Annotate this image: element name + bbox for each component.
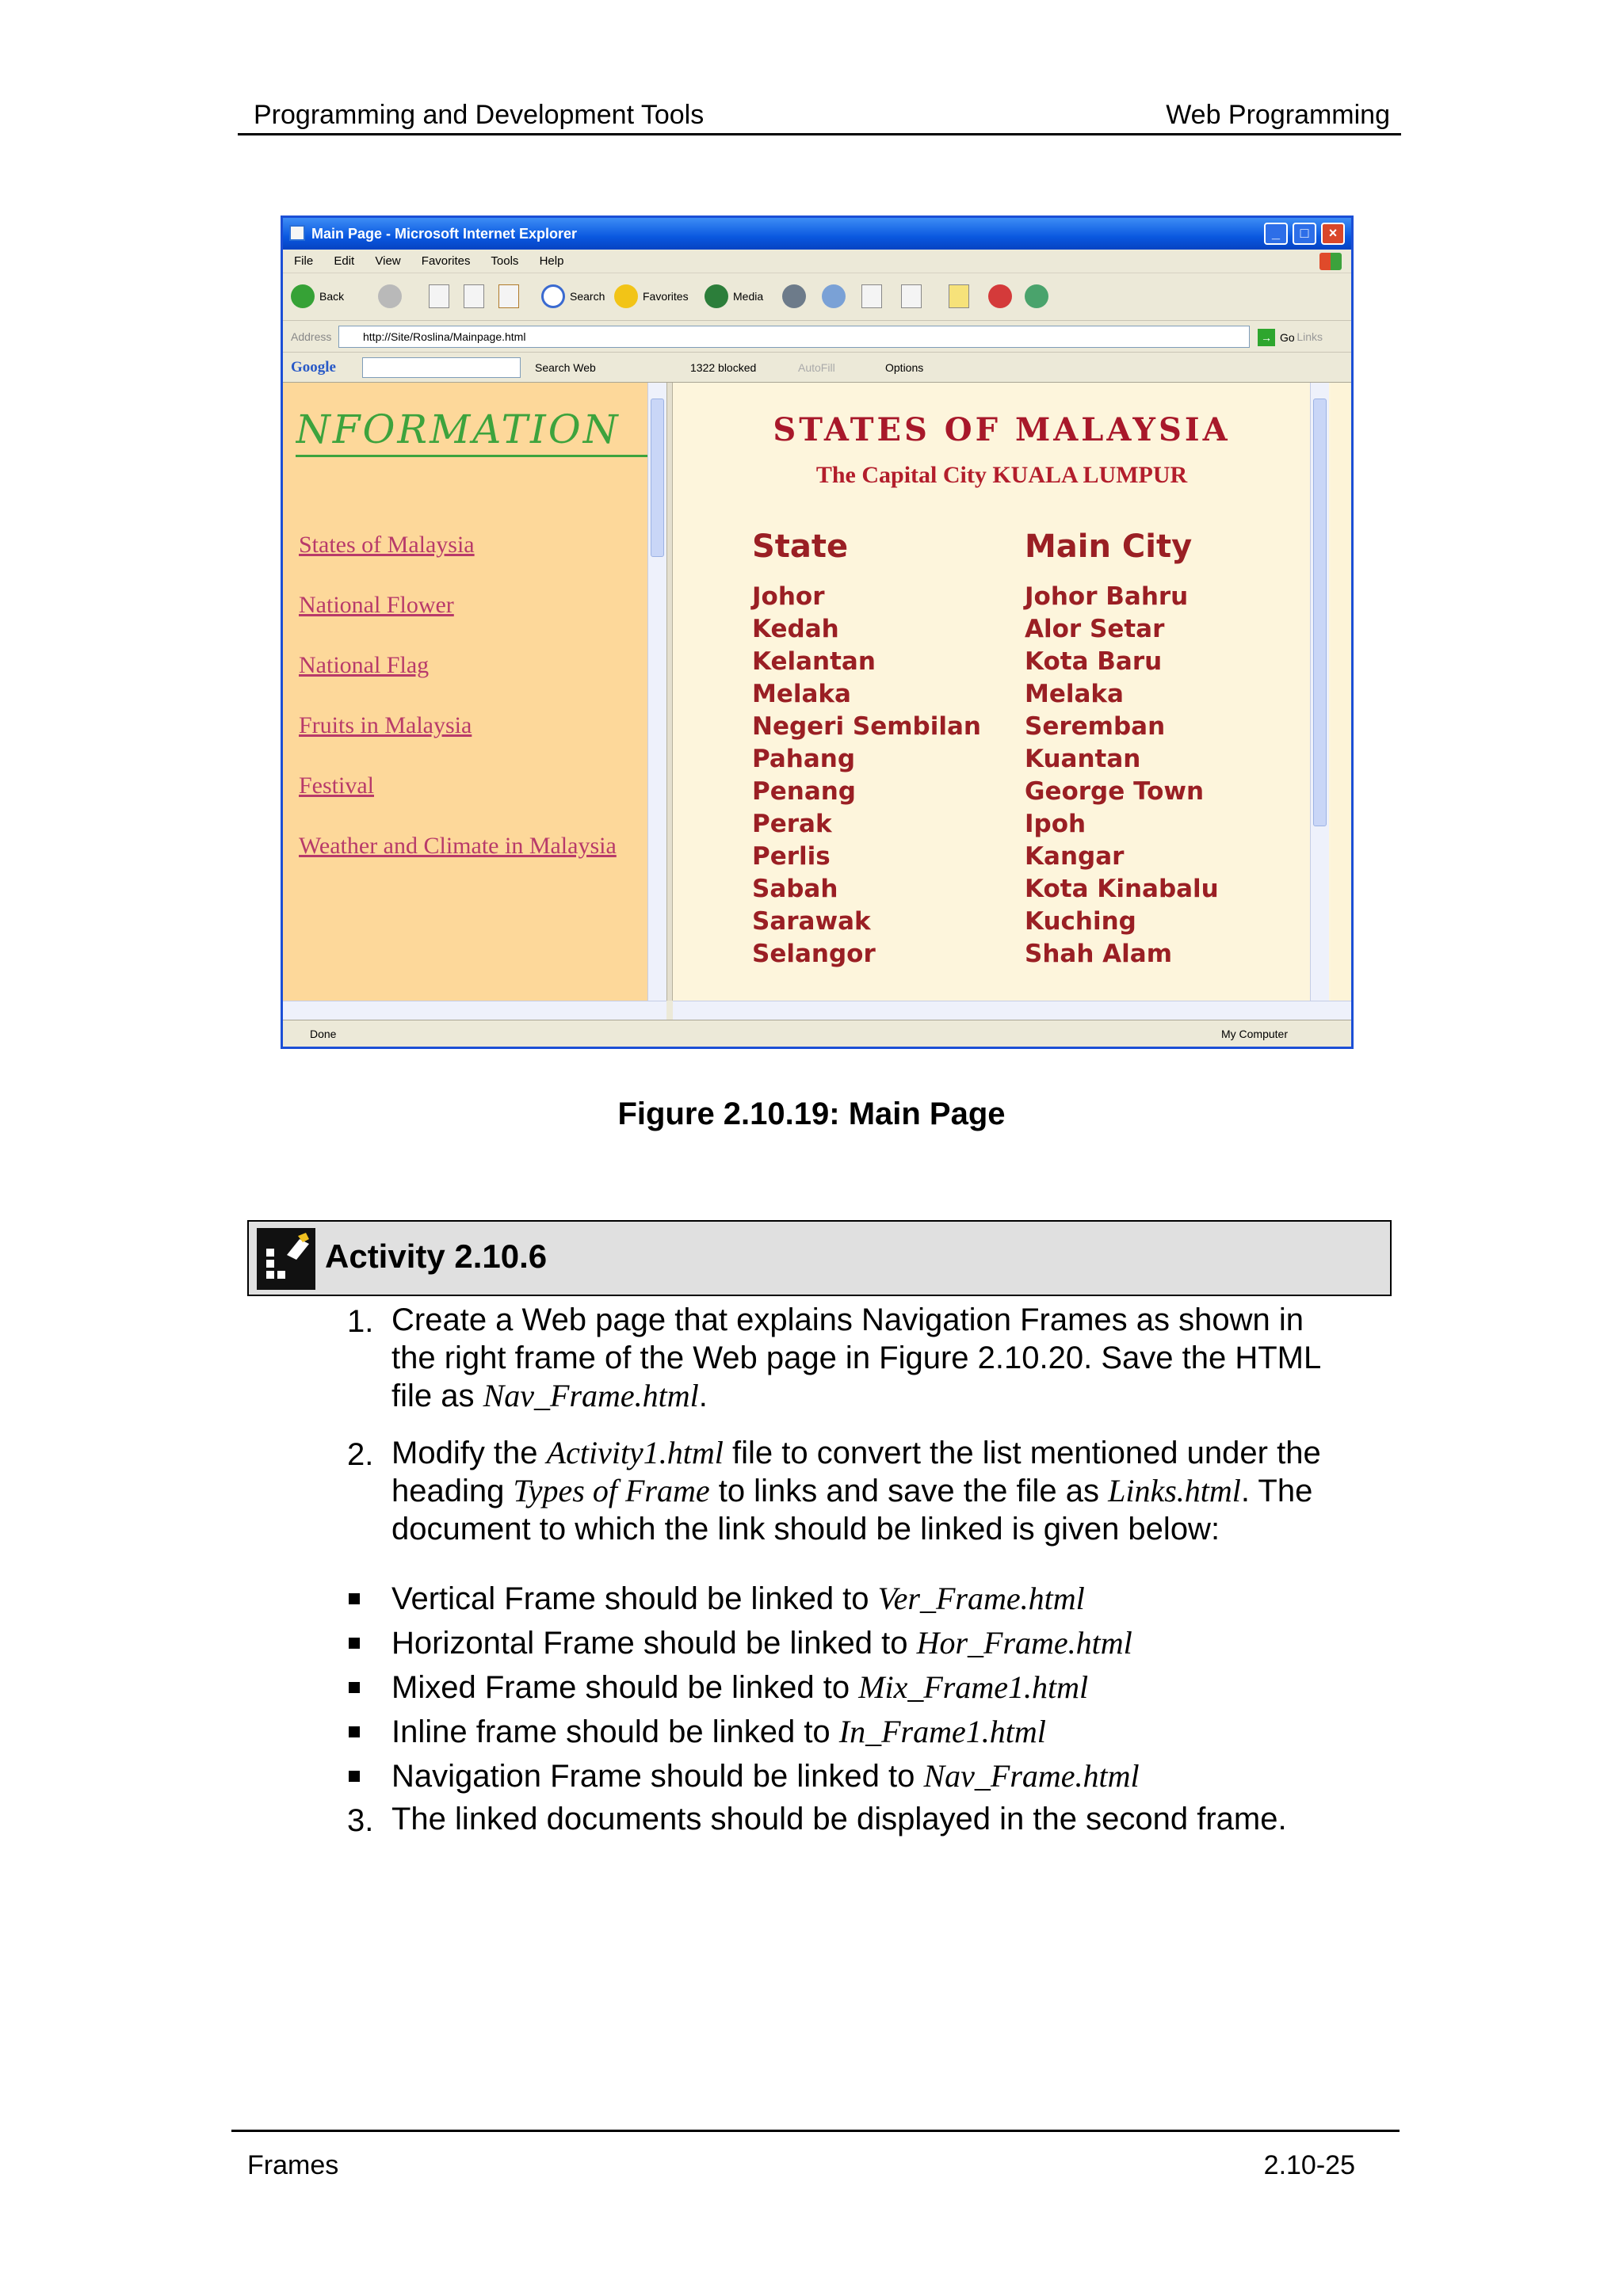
link-national-flower[interactable]: National Flower	[299, 592, 454, 618]
target-filename: In_Frame1.html	[838, 1714, 1046, 1749]
city-cell: George Town	[1025, 777, 1205, 806]
mail-icon	[822, 284, 846, 308]
folder-icon	[949, 284, 969, 308]
bullet-marker	[349, 1682, 360, 1693]
go-button[interactable]: → Go	[1258, 329, 1295, 346]
frameset-content	[283, 383, 1351, 1001]
search-web-button[interactable]: Search Web	[535, 361, 596, 374]
menu-view[interactable]: View	[375, 254, 401, 268]
right-frame-scroll-thumb[interactable]	[1313, 399, 1327, 826]
right-frame	[673, 383, 1331, 1001]
mail-button[interactable]	[822, 284, 846, 308]
item3-number: 3.	[347, 1803, 374, 1838]
activity1-filename: Activity1.html	[546, 1435, 724, 1470]
target-filename: Ver_Frame.html	[877, 1581, 1085, 1616]
page-number: 2.10-25	[1263, 2150, 1355, 2180]
star-icon	[614, 284, 638, 308]
menu-file[interactable]: File	[294, 254, 314, 268]
city-cell: Johor Bahru	[1025, 582, 1189, 611]
activity-icon	[257, 1228, 315, 1290]
minimize-icon[interactable]: _	[1264, 223, 1288, 245]
messenger-button[interactable]	[988, 284, 1012, 308]
city-cell: Ipoh	[1025, 810, 1086, 838]
city-cell: Melaka	[1025, 680, 1124, 708]
address-bar	[283, 321, 1351, 353]
city-cell: Kota Kinabalu	[1025, 875, 1219, 903]
item1-line3: file as Nav_Frame.html.	[391, 1378, 708, 1413]
bullet-marker	[349, 1593, 360, 1604]
address-label: Address	[291, 330, 332, 343]
google-logo[interactable]: Google	[291, 359, 336, 376]
edit-button[interactable]	[901, 284, 922, 308]
stop-button[interactable]	[429, 284, 449, 308]
state-cell: Kedah	[752, 615, 839, 643]
menu-tools[interactable]: Tools	[491, 254, 519, 268]
state-cell: Perak	[752, 810, 832, 838]
close-icon[interactable]: ×	[1321, 223, 1345, 245]
google-search-input[interactable]	[362, 357, 521, 378]
options-button[interactable]: Options	[885, 361, 924, 374]
item1-line1: Create a Web page that explains Navigation Frames as shown in	[391, 1302, 1304, 1337]
item2-number: 2.	[347, 1437, 374, 1472]
print-button[interactable]	[861, 284, 882, 308]
popup-blocked-counter[interactable]: 1322 blocked	[690, 361, 757, 374]
bullet-marker	[349, 1726, 360, 1737]
browser-titlebar	[283, 218, 1351, 250]
item2-line3: document to which the link should be linked is given below:	[391, 1512, 1220, 1547]
search-icon	[541, 284, 565, 308]
city-cell: Kota Baru	[1025, 647, 1163, 676]
refresh-icon	[464, 284, 484, 308]
city-cell: Seremban	[1025, 712, 1166, 741]
zone-label: My Computer	[1220, 1028, 1288, 1040]
state-cell: Melaka	[752, 680, 851, 708]
right-frame-scrollbar[interactable]	[1310, 383, 1329, 1001]
link-festival[interactable]: Festival	[299, 772, 374, 799]
header-rule	[238, 133, 1401, 135]
bullet-item: Horizontal Frame should be linked to Hor_Frame.html	[391, 1625, 1132, 1661]
link-states-of-malaysia[interactable]: States of Malaysia	[299, 532, 475, 558]
links-label[interactable]: Links	[1296, 330, 1323, 343]
target-filename: Nav_Frame.html	[923, 1758, 1140, 1794]
browser-screenshot	[281, 215, 1354, 1049]
left-frame	[283, 383, 666, 1001]
footer-left: Frames	[247, 2150, 339, 2180]
item3-text: The linked documents should be displayed in the second frame.	[391, 1802, 1287, 1836]
go-arrow-icon: →	[1258, 329, 1275, 346]
menu-edit[interactable]: Edit	[334, 254, 355, 268]
windows-flag-icon	[1319, 253, 1342, 270]
state-column-header: State	[752, 528, 849, 565]
back-arrow-icon	[291, 284, 315, 308]
state-cell: Kelantan	[752, 647, 876, 676]
item1-line2: the right frame of the Web page in Figure 2.10.20. Save the HTML	[391, 1341, 1322, 1375]
nav-frame-filename: Nav_Frame.html	[483, 1378, 699, 1413]
bullet-marker	[349, 1638, 360, 1649]
state-cell: Sarawak	[752, 907, 871, 936]
target-filename: Hor_Frame.html	[916, 1625, 1132, 1661]
link-national-flag[interactable]: National Flag	[299, 652, 430, 678]
target-filename: Mix_Frame1.html	[858, 1669, 1089, 1705]
bullet-marker	[349, 1771, 360, 1782]
city-cell: Shah Alam	[1025, 940, 1173, 968]
stop-icon	[429, 284, 449, 308]
menu-bar	[283, 250, 1351, 273]
item1-number: 1.	[347, 1304, 374, 1339]
refresh-button[interactable]	[464, 284, 484, 308]
google-toolbar	[283, 353, 1351, 383]
link-weather-and-climate[interactable]: Weather and Climate in Malaysia	[299, 833, 617, 859]
state-cell: Sabah	[752, 875, 838, 903]
city-cell: Kuching	[1025, 907, 1136, 936]
item2-line2: heading Types of Frame to links and save the file as Links.html. The	[391, 1473, 1313, 1508]
media-button[interactable]: Media	[705, 284, 763, 308]
left-frame-scroll-thumb[interactable]	[651, 399, 664, 557]
left-frame-hscrollbar[interactable]	[283, 1001, 666, 1020]
city-cell: Kuantan	[1025, 745, 1141, 773]
ie-app-icon	[289, 225, 305, 241]
capital-subtitle: The Capital City KUALA LUMPUR	[815, 462, 1188, 488]
autofill-button[interactable]: AutoFill	[798, 361, 835, 374]
window-title: Main Page - Microsoft Internet Explorer	[311, 226, 578, 242]
print-icon	[861, 284, 882, 308]
page-header-right: Web Programming	[1166, 100, 1390, 130]
menu-help[interactable]: Help	[539, 254, 564, 268]
status-text: Done	[310, 1028, 337, 1040]
page-header-left: Programming and Development Tools	[254, 100, 705, 130]
media-icon	[705, 284, 728, 308]
state-cell: Selangor	[752, 940, 876, 968]
bullet-item: Mixed Frame should be linked to Mix_Frame1.html	[391, 1669, 1089, 1705]
forward-button[interactable]	[378, 284, 402, 308]
search-button[interactable]: Search	[541, 284, 605, 308]
frame-divider[interactable]	[666, 383, 673, 1001]
history-icon	[782, 284, 806, 308]
history-button[interactable]	[782, 284, 806, 308]
footer-rule	[231, 2130, 1400, 2132]
city-column-header: Main City	[1025, 528, 1193, 565]
address-input[interactable]: http://Site/Roslina/Mainpage.html	[338, 326, 1250, 348]
folder-button[interactable]	[949, 284, 969, 308]
edit-icon	[901, 284, 922, 308]
state-cell: Pahang	[752, 745, 856, 773]
city-cell: Kangar	[1025, 842, 1125, 871]
people-icon	[1025, 284, 1048, 308]
activity-title: Activity 2.10.6	[325, 1238, 548, 1275]
state-cell: Johor	[752, 582, 825, 611]
types-of-frame-heading: Types of Frame	[513, 1473, 710, 1508]
link-fruits-in-malaysia[interactable]: Fruits in Malaysia	[299, 712, 472, 738]
bullet-item: Inline frame should be linked to In_Frame1.html	[391, 1714, 1046, 1749]
figure-caption: Figure 2.10.19: Main Page	[617, 1097, 1006, 1131]
favorites-button[interactable]: Favorites	[614, 284, 689, 308]
browser-toolbar	[283, 273, 1351, 321]
states-title: STATES OF MALAYSIA	[773, 411, 1231, 448]
activity-box	[247, 1220, 1392, 1296]
menu-favorites[interactable]: Favorites	[421, 254, 471, 268]
city-cell: Alor Setar	[1025, 615, 1165, 643]
tools-button[interactable]	[1025, 284, 1048, 308]
state-cell: Penang	[752, 777, 856, 806]
bullet-item: Navigation Frame should be linked to Nav_Frame.html	[391, 1758, 1140, 1794]
bullet-item: Vertical Frame should be linked to Ver_Frame.html	[391, 1581, 1085, 1616]
home-icon	[498, 284, 519, 308]
status-bar	[283, 1020, 1351, 1047]
forward-arrow-icon	[378, 284, 402, 308]
item2-line1: Modify the Activity1.html file to convert the list mentioned under the	[391, 1435, 1321, 1470]
state-cell: Negeri Sembilan	[752, 712, 981, 741]
state-cell: Perlis	[752, 842, 831, 871]
home-button[interactable]	[498, 284, 519, 308]
right-frame-hscrollbar[interactable]	[673, 1001, 1351, 1020]
maximize-icon[interactable]: □	[1293, 223, 1316, 245]
links-filename: Links.html	[1108, 1473, 1241, 1508]
back-button[interactable]: Back	[291, 284, 344, 308]
left-frame-scrollbar[interactable]	[647, 383, 666, 1001]
messenger-icon	[988, 284, 1012, 308]
information-banner: NFORMATION	[296, 406, 652, 457]
